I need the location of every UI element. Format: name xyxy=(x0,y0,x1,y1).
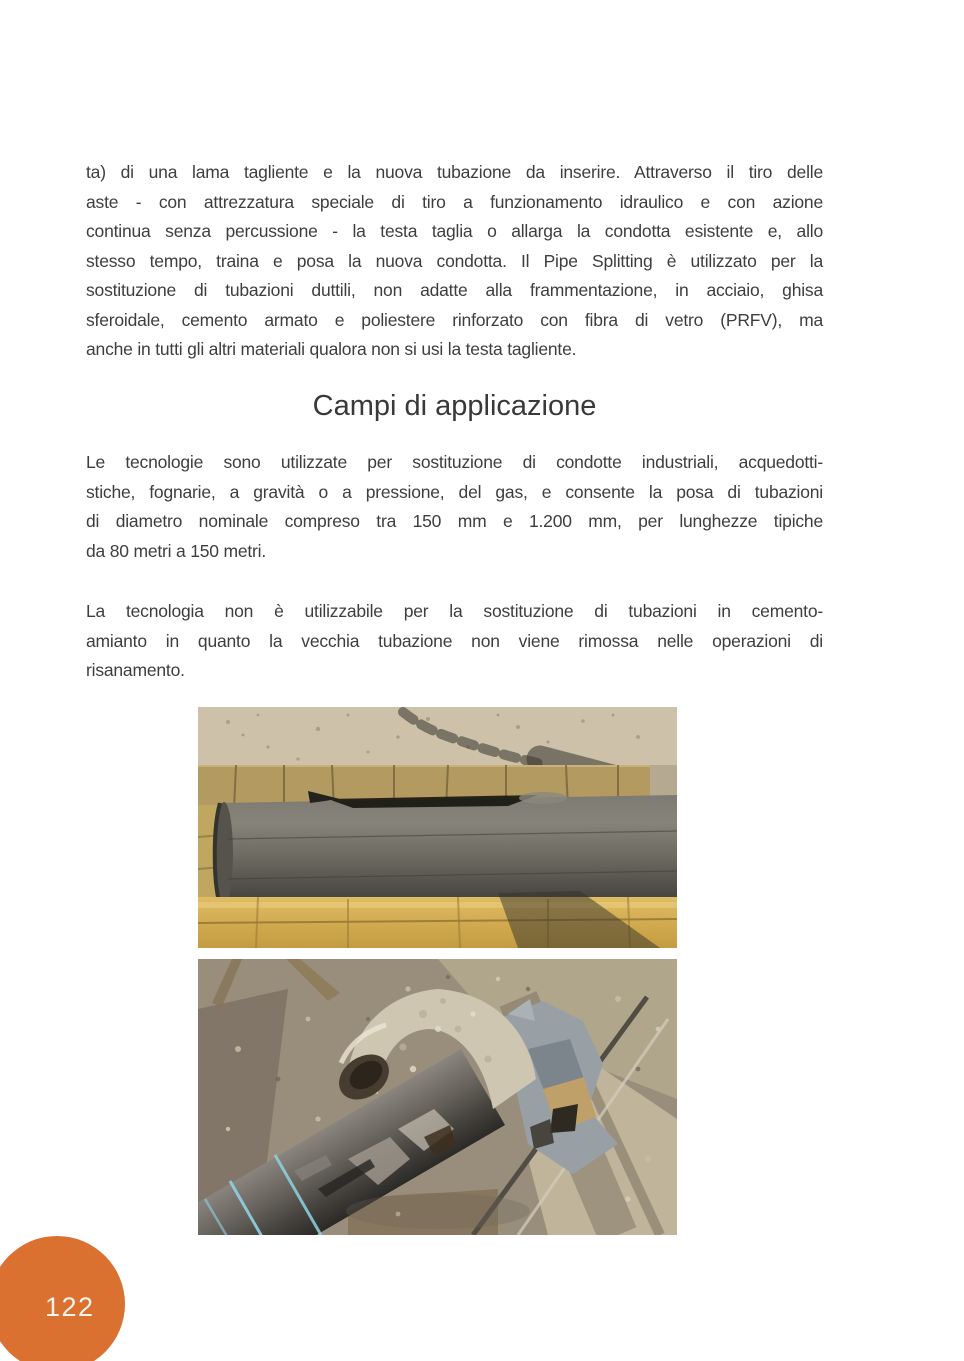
text-line: Le tecnologie sono utilizzate per sostituzione di condotte industriali, acquedotti- xyxy=(86,452,823,472)
page-number: 122 xyxy=(45,1292,95,1322)
lower-timber-planks xyxy=(198,891,677,948)
section-heading: Campi di applicazione xyxy=(312,390,597,422)
soil-shadow xyxy=(346,1193,530,1229)
text-line: La tecnologia non è utilizzabile per la sostituzione di tubazioni in cemento- xyxy=(86,601,823,621)
text-line: da 80 metri a 150 metri. xyxy=(86,540,267,561)
text-line: continua senza percussione - la testa taglia o allarga la condotta esistente e, allo xyxy=(86,221,823,241)
photo-split-steel-pipe xyxy=(198,707,677,948)
text-line: sferoidale, cemento armato e poliestere rinforzato con fibra di vetro (PRFV), ma xyxy=(86,309,823,330)
photo-pipe-bursting-trench-image xyxy=(198,959,677,1235)
text-line: anche in tutti gli altri materiali qualora non si usi la testa tagliente. xyxy=(86,339,577,359)
gravel-ground xyxy=(198,707,677,769)
page-number-badge xyxy=(0,1236,125,1361)
text-line: ta) di una lama tagliente e la nuova tubazione da inserire. Attraverso il tiro delle xyxy=(86,162,823,182)
text-line: di diametro nominale compreso tra 150 mm e 1.200 mm, per lunghezze tipiche xyxy=(86,511,823,531)
text-line: stesso tempo, traina e posa la nuova condotta. Il Pipe Splitting è utilizzato per la xyxy=(86,250,823,271)
paragraph-limitations xyxy=(86,597,823,686)
text-line: amianto in quanto la vecchia tubazione non viene rimossa nelle operazioni di xyxy=(86,630,823,651)
text-line: stiche, fognarie, a gravità o a pressione, del gas, e consente la posa di tubazioni xyxy=(86,481,823,502)
text-line: aste - con attrezzatura speciale di tiro a funzionamento idraulico e con azione xyxy=(86,191,823,212)
text-line: risanamento. xyxy=(86,660,185,680)
photo-split-steel-pipe-image xyxy=(198,707,677,948)
photo-pipe-bursting-trench xyxy=(198,959,677,1235)
paragraph-intro xyxy=(86,158,823,365)
paragraph-applications xyxy=(86,448,823,566)
split-steel-pipe xyxy=(215,791,677,906)
text-line: sostituzione di tubazioni duttili, non adatte alla frammentazione, in acciaio, ghisa xyxy=(86,280,823,300)
